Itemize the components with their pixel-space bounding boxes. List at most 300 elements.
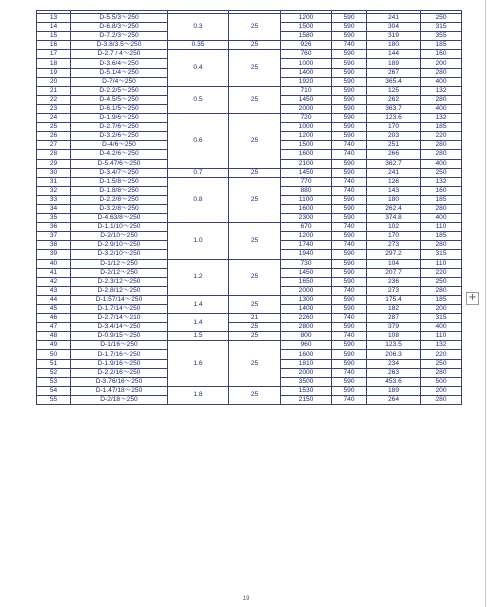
row-number-cell: 40 xyxy=(37,259,71,268)
value-cell-col5: 123.5 xyxy=(367,341,421,350)
model-cell: D-1.57/14～250 xyxy=(71,295,168,304)
value-cell-col3: 3500 xyxy=(281,377,332,386)
value-cell-col5: 241 xyxy=(367,14,421,23)
value-cell-col3: 1000 xyxy=(281,123,332,132)
value-cell-col5: 207.7 xyxy=(367,268,421,277)
value-cell-col4: 590 xyxy=(332,114,367,123)
group-param-cell: 25 xyxy=(229,341,281,386)
model-cell: D-2.8/12～250 xyxy=(71,286,168,295)
model-cell: D-3.2/8～250 xyxy=(71,204,168,213)
group-value-cell: 1.4 xyxy=(168,314,229,332)
value-cell-col3: 1500 xyxy=(281,23,332,32)
value-cell-col3: 730 xyxy=(281,259,332,268)
value-cell-col5: 170 xyxy=(367,123,421,132)
model-cell: D-3.2/10～250 xyxy=(71,250,168,259)
row-number-cell: 41 xyxy=(37,268,71,277)
value-cell-col4: 740 xyxy=(332,395,367,404)
value-cell-col4: 590 xyxy=(332,295,367,304)
model-cell: D-5.47/6～250 xyxy=(71,159,168,168)
value-cell-col6: 220 xyxy=(421,350,462,359)
value-cell-col4: 590 xyxy=(332,104,367,113)
row-number-cell: 26 xyxy=(37,132,71,141)
table-row xyxy=(37,86,462,95)
row-number-cell: 43 xyxy=(37,286,71,295)
value-cell-col4: 740 xyxy=(332,223,367,232)
row-number-cell: 36 xyxy=(37,223,71,232)
group-value-cell: 1.5 xyxy=(168,332,229,341)
value-cell-col5: 182 xyxy=(367,305,421,314)
row-number-cell: 50 xyxy=(37,350,71,359)
row-number-cell: 55 xyxy=(37,395,71,404)
value-cell-col6: 250 xyxy=(421,14,462,23)
value-cell-col3: 2100 xyxy=(281,159,332,168)
row-number-cell: 28 xyxy=(37,150,71,159)
table-row xyxy=(37,223,462,232)
page-edge-divider xyxy=(485,0,486,607)
model-cell: D-2/18～250 xyxy=(71,395,168,404)
value-cell-col5: 189 xyxy=(367,59,421,68)
group-value-cell: 1.6 xyxy=(168,341,229,386)
group-param-cell: 25 xyxy=(229,295,281,313)
value-cell-col4: 590 xyxy=(332,32,367,41)
value-cell-col3: 1450 xyxy=(281,168,332,177)
value-cell-col4: 590 xyxy=(332,195,367,204)
model-cell: D-2.7 / 4～250 xyxy=(71,50,168,59)
value-cell-col5: 266 xyxy=(367,150,421,159)
group-param-cell: 25 xyxy=(229,386,281,404)
row-number-cell: 20 xyxy=(37,77,71,86)
value-cell-col4: 740 xyxy=(332,332,367,341)
model-cell: D-1.47/18～250 xyxy=(71,386,168,395)
value-cell-col5: 304 xyxy=(367,23,421,32)
row-number-cell: 47 xyxy=(37,323,71,332)
value-cell-col4: 590 xyxy=(332,132,367,141)
row-number-cell: 24 xyxy=(37,114,71,123)
value-cell-col6: 280 xyxy=(421,395,462,404)
value-cell-col6: 185 xyxy=(421,123,462,132)
model-cell: D-1.9/16～250 xyxy=(71,359,168,368)
value-cell-col6: 315 xyxy=(421,250,462,259)
model-cell: D-1.7/14～250 xyxy=(71,305,168,314)
value-cell-col6: 250 xyxy=(421,277,462,286)
value-cell-col5: 123.6 xyxy=(367,114,421,123)
add-plus-button[interactable]: + xyxy=(466,292,479,305)
row-number-cell: 34 xyxy=(37,204,71,213)
value-cell-col4: 740 xyxy=(332,368,367,377)
model-cell: D-4/6～250 xyxy=(71,141,168,150)
row-number-cell: 30 xyxy=(37,168,71,177)
value-cell-col4: 740 xyxy=(332,314,367,323)
value-cell-col6: 280 xyxy=(421,141,462,150)
value-cell-col4: 590 xyxy=(332,259,367,268)
value-cell-col5: 108 xyxy=(367,332,421,341)
value-cell-col4: 740 xyxy=(332,41,367,50)
value-cell-col4: 590 xyxy=(332,250,367,259)
row-number-cell: 29 xyxy=(37,159,71,168)
value-cell-col3: 1200 xyxy=(281,232,332,241)
value-cell-col3: 2000 xyxy=(281,368,332,377)
model-cell: D-2/10～250 xyxy=(71,232,168,241)
value-cell-col6: 400 xyxy=(421,159,462,168)
value-cell-col5: 180 xyxy=(367,195,421,204)
value-cell-col5: 379 xyxy=(367,323,421,332)
row-number-cell: 39 xyxy=(37,250,71,259)
value-cell-col5: 104 xyxy=(367,259,421,268)
value-cell-col5: 362.7 xyxy=(367,159,421,168)
value-cell-col4: 590 xyxy=(332,377,367,386)
model-cell: D-2.9/10～250 xyxy=(71,241,168,250)
value-cell-col6: 132 xyxy=(421,177,462,186)
value-cell-col4: 590 xyxy=(332,86,367,95)
value-cell-col6: 185 xyxy=(421,41,462,50)
row-number-cell: 22 xyxy=(37,95,71,104)
row-number-cell: 16 xyxy=(37,41,71,50)
group-value-cell: 0.7 xyxy=(168,168,229,177)
group-param-cell: 21 xyxy=(229,314,281,323)
model-cell: D-1.8/8～250 xyxy=(71,186,168,195)
model-cell: D-5.1/4～250 xyxy=(71,68,168,77)
row-number-cell: 14 xyxy=(37,23,71,32)
value-cell-col5: 251 xyxy=(367,141,421,150)
value-cell-col6: 400 xyxy=(421,77,462,86)
value-cell-col3: 1600 xyxy=(281,150,332,159)
group-param-cell: 25 xyxy=(229,168,281,177)
value-cell-col6: 200 xyxy=(421,305,462,314)
model-cell: D-2.2/5～250 xyxy=(71,86,168,95)
value-cell-col6: 355 xyxy=(421,32,462,41)
value-cell-col4: 590 xyxy=(332,50,367,59)
model-cell: D-1.1/10～250 xyxy=(71,223,168,232)
value-cell-col4: 590 xyxy=(332,305,367,314)
model-cell: D-1/16～250 xyxy=(71,341,168,350)
row-number-cell: 54 xyxy=(37,386,71,395)
value-cell-col4: 740 xyxy=(332,186,367,195)
model-cell: D-3.4/7～250 xyxy=(71,168,168,177)
value-cell-col6: 200 xyxy=(421,59,462,68)
model-cell: D-6.8/3～250 xyxy=(71,23,168,32)
value-cell-col3: 1400 xyxy=(281,305,332,314)
value-cell-col6: 280 xyxy=(421,68,462,77)
table-row xyxy=(37,14,462,23)
value-cell-col5: 319 xyxy=(367,32,421,41)
value-cell-col6: 185 xyxy=(421,195,462,204)
value-cell-col3: 1920 xyxy=(281,77,332,86)
value-cell-col5: 263 xyxy=(367,368,421,377)
value-cell-col3: 1600 xyxy=(281,204,332,213)
value-cell-col3: 770 xyxy=(281,177,332,186)
row-number-cell: 49 xyxy=(37,341,71,350)
row-number-cell: 45 xyxy=(37,305,71,314)
value-cell-col5: 175.4 xyxy=(367,295,421,304)
value-cell-col3: 670 xyxy=(281,223,332,232)
model-cell: D-2.3/12～250 xyxy=(71,277,168,286)
value-cell-col4: 590 xyxy=(332,59,367,68)
value-cell-col3: 1740 xyxy=(281,241,332,250)
row-number-cell: 25 xyxy=(37,123,71,132)
model-cell: D-4.63/8～250 xyxy=(71,214,168,223)
value-cell-col4: 590 xyxy=(332,168,367,177)
model-cell: D-3.2/6～250 xyxy=(71,132,168,141)
value-cell-col6: 400 xyxy=(421,214,462,223)
group-value-cell: 1.8 xyxy=(168,386,229,404)
value-cell-col3: 1500 xyxy=(281,141,332,150)
value-cell-col5: 374.8 xyxy=(367,214,421,223)
group-value-cell: 0.8 xyxy=(168,177,229,222)
value-cell-col5: 241 xyxy=(367,168,421,177)
value-cell-col6: 500 xyxy=(421,377,462,386)
value-cell-col6: 400 xyxy=(421,323,462,332)
value-cell-col4: 590 xyxy=(332,204,367,213)
row-number-cell: 52 xyxy=(37,368,71,377)
value-cell-col3: 1450 xyxy=(281,268,332,277)
value-cell-col3: 960 xyxy=(281,341,332,350)
value-cell-col3: 2800 xyxy=(281,323,332,332)
value-cell-col4: 590 xyxy=(332,341,367,350)
value-cell-col4: 590 xyxy=(332,386,367,395)
row-number-cell: 37 xyxy=(37,232,71,241)
value-cell-col6: 110 xyxy=(421,223,462,232)
value-cell-col3: 1100 xyxy=(281,195,332,204)
value-cell-col4: 590 xyxy=(332,95,367,104)
row-number-cell: 18 xyxy=(37,59,71,68)
value-cell-col6: 250 xyxy=(421,168,462,177)
value-cell-col4: 590 xyxy=(332,23,367,32)
group-value-cell: 0.3 xyxy=(168,14,229,41)
value-cell-col3: 1300 xyxy=(281,295,332,304)
row-number-cell: 33 xyxy=(37,195,71,204)
row-number-cell: 27 xyxy=(37,141,71,150)
value-cell-col3: 2300 xyxy=(281,214,332,223)
table-row xyxy=(37,168,462,177)
table-row xyxy=(37,332,462,341)
table-row xyxy=(37,295,462,304)
value-cell-col5: 206.3 xyxy=(367,350,421,359)
model-cell: D-1/12～250 xyxy=(71,259,168,268)
value-cell-col3: 1940 xyxy=(281,250,332,259)
group-param-cell: 25 xyxy=(229,86,281,113)
value-cell-col5: 126 xyxy=(367,177,421,186)
model-cell: D-0.9/15～250 xyxy=(71,332,168,341)
value-cell-col4: 590 xyxy=(332,350,367,359)
value-cell-col5: 143 xyxy=(367,186,421,195)
row-number-cell: 31 xyxy=(37,177,71,186)
value-cell-col6: 185 xyxy=(421,232,462,241)
value-cell-col3: 1810 xyxy=(281,359,332,368)
value-cell-col3: 2000 xyxy=(281,286,332,295)
value-cell-col3: 1400 xyxy=(281,68,332,77)
value-cell-col5: 262.4 xyxy=(367,204,421,213)
row-number-cell: 15 xyxy=(37,32,71,41)
value-cell-col6: 160 xyxy=(421,50,462,59)
value-cell-col6: 110 xyxy=(421,259,462,268)
value-cell-col3: 760 xyxy=(281,50,332,59)
value-cell-col5: 170 xyxy=(367,232,421,241)
group-param-cell: 25 xyxy=(229,259,281,295)
value-cell-col4: 740 xyxy=(332,177,367,186)
value-cell-col6: 280 xyxy=(421,368,462,377)
value-cell-col3: 1580 xyxy=(281,32,332,41)
row-number-cell: 48 xyxy=(37,332,71,341)
model-cell: D-5.5/3～250 xyxy=(71,14,168,23)
value-cell-col3: 2260 xyxy=(281,314,332,323)
row-number-cell: 46 xyxy=(37,314,71,323)
value-cell-col6: 400 xyxy=(421,104,462,113)
value-cell-col6: 315 xyxy=(421,23,462,32)
table-row xyxy=(37,314,462,323)
value-cell-col4: 740 xyxy=(332,150,367,159)
group-value-cell: 1.0 xyxy=(168,223,229,259)
row-number-cell: 42 xyxy=(37,277,71,286)
value-cell-col6: 315 xyxy=(421,314,462,323)
value-cell-col3: 710 xyxy=(281,86,332,95)
row-number-cell: 17 xyxy=(37,50,71,59)
row-number-cell: 35 xyxy=(37,214,71,223)
model-cell: D-3.8/3.5～250 xyxy=(71,41,168,50)
value-cell-col4: 590 xyxy=(332,14,367,23)
model-cell: D-7.2/3～250 xyxy=(71,32,168,41)
table-row xyxy=(37,50,462,59)
value-cell-col5: 297.2 xyxy=(367,250,421,259)
value-cell-col5: 287 xyxy=(367,314,421,323)
value-cell-col6: 280 xyxy=(421,150,462,159)
model-cell: D-2.7/6～250 xyxy=(71,123,168,132)
value-cell-col3: 1200 xyxy=(281,14,332,23)
group-value-cell: 0.4 xyxy=(168,50,229,86)
value-cell-col3: 1600 xyxy=(281,350,332,359)
value-cell-col5: 180 xyxy=(367,41,421,50)
value-cell-col3: 800 xyxy=(281,332,332,341)
table-row xyxy=(37,323,462,332)
row-number-cell: 44 xyxy=(37,295,71,304)
value-cell-col5: 267 xyxy=(367,68,421,77)
model-cell: D-4.5/5～250 xyxy=(71,95,168,104)
group-param-cell: 25 xyxy=(229,41,281,50)
model-cell: D-1.9/6～250 xyxy=(71,114,168,123)
group-value-cell: 1.2 xyxy=(168,259,229,295)
model-cell: D-7/4～250 xyxy=(71,77,168,86)
model-cell: D-4.2/6～250 xyxy=(71,150,168,159)
value-cell-col3: 2000 xyxy=(281,104,332,113)
value-cell-col5: 273 xyxy=(367,286,421,295)
value-cell-col3: 1650 xyxy=(281,277,332,286)
table-row xyxy=(37,177,462,186)
group-param-cell: 25 xyxy=(229,14,281,41)
value-cell-col4: 590 xyxy=(332,232,367,241)
value-cell-col4: 590 xyxy=(332,214,367,223)
row-number-cell: 38 xyxy=(37,241,71,250)
group-value-cell: 0.6 xyxy=(168,114,229,169)
value-cell-col4: 590 xyxy=(332,268,367,277)
row-number-cell: 19 xyxy=(37,68,71,77)
value-cell-col4: 590 xyxy=(332,123,367,132)
model-cell: D-2.2/16～250 xyxy=(71,368,168,377)
model-cell: D-3.6/4～250 xyxy=(71,59,168,68)
value-cell-col5: 262 xyxy=(367,95,421,104)
group-param-cell: 25 xyxy=(229,177,281,222)
value-cell-col5: 125 xyxy=(367,86,421,95)
value-cell-col6: 250 xyxy=(421,359,462,368)
value-cell-col5: 102 xyxy=(367,223,421,232)
value-cell-col5: 453.6 xyxy=(367,377,421,386)
value-cell-col4: 590 xyxy=(332,77,367,86)
group-value-cell: 1.4 xyxy=(168,295,229,313)
value-cell-col4: 590 xyxy=(332,68,367,77)
row-number-cell: 32 xyxy=(37,186,71,195)
row-number-cell: 13 xyxy=(37,14,71,23)
value-cell-col3: 1200 xyxy=(281,132,332,141)
value-cell-col4: 740 xyxy=(332,286,367,295)
group-value-cell: 0.35 xyxy=(168,41,229,50)
page-number: 19 xyxy=(242,596,250,602)
table-row xyxy=(37,259,462,268)
table-row xyxy=(37,114,462,123)
group-param-cell: 25 xyxy=(229,114,281,169)
row-number-cell: 53 xyxy=(37,377,71,386)
table-row xyxy=(37,341,462,350)
value-cell-col3: 1450 xyxy=(281,95,332,104)
group-value-cell: 0.5 xyxy=(168,86,229,113)
model-cell: D-1.7/16～250 xyxy=(71,350,168,359)
model-cell: D-2.7/14～210 xyxy=(71,314,168,323)
group-param-cell: 25 xyxy=(229,50,281,86)
table-row xyxy=(37,386,462,395)
value-cell-col6: 200 xyxy=(421,386,462,395)
table-row xyxy=(37,41,462,50)
value-cell-col6: 110 xyxy=(421,332,462,341)
value-cell-col5: 144 xyxy=(367,50,421,59)
value-cell-col5: 236 xyxy=(367,277,421,286)
model-cell: D-3.4/14～250 xyxy=(71,323,168,332)
value-cell-col3: 720 xyxy=(281,114,332,123)
value-cell-col6: 280 xyxy=(421,204,462,213)
value-cell-col5: 234 xyxy=(367,359,421,368)
value-cell-col6: 132 xyxy=(421,341,462,350)
value-cell-col4: 740 xyxy=(332,141,367,150)
value-cell-col4: 590 xyxy=(332,323,367,332)
value-cell-col3: 880 xyxy=(281,186,332,195)
value-cell-col6: 220 xyxy=(421,268,462,277)
value-cell-col6: 160 xyxy=(421,186,462,195)
value-cell-col3: 1530 xyxy=(281,386,332,395)
specification-table xyxy=(36,10,462,405)
row-number-cell: 21 xyxy=(37,86,71,95)
value-cell-col4: 590 xyxy=(332,277,367,286)
value-cell-col6: 185 xyxy=(421,295,462,304)
value-cell-col4: 740 xyxy=(332,241,367,250)
value-cell-col3: 1000 xyxy=(281,59,332,68)
value-cell-col6: 132 xyxy=(421,86,462,95)
value-cell-col5: 363.7 xyxy=(367,104,421,113)
value-cell-col6: 280 xyxy=(421,95,462,104)
value-cell-col3: 926 xyxy=(281,41,332,50)
value-cell-col5: 365.4 xyxy=(367,77,421,86)
model-cell: D-2.2/8～250 xyxy=(71,195,168,204)
value-cell-col5: 273 xyxy=(367,241,421,250)
model-cell: D-1.5/8～250 xyxy=(71,177,168,186)
value-cell-col4: 590 xyxy=(332,359,367,368)
value-cell-col5: 203 xyxy=(367,132,421,141)
model-cell: D-2/12～250 xyxy=(71,268,168,277)
value-cell-col4: 590 xyxy=(332,159,367,168)
group-param-cell: 25 xyxy=(229,323,281,332)
group-param-cell: 25 xyxy=(229,332,281,341)
value-cell-col6: 132 xyxy=(421,114,462,123)
group-param-cell: 25 xyxy=(229,223,281,259)
row-number-cell: 23 xyxy=(37,104,71,113)
value-cell-col6: 280 xyxy=(421,241,462,250)
value-cell-col5: 189 xyxy=(367,386,421,395)
model-cell: D-6.1/5～250 xyxy=(71,104,168,113)
